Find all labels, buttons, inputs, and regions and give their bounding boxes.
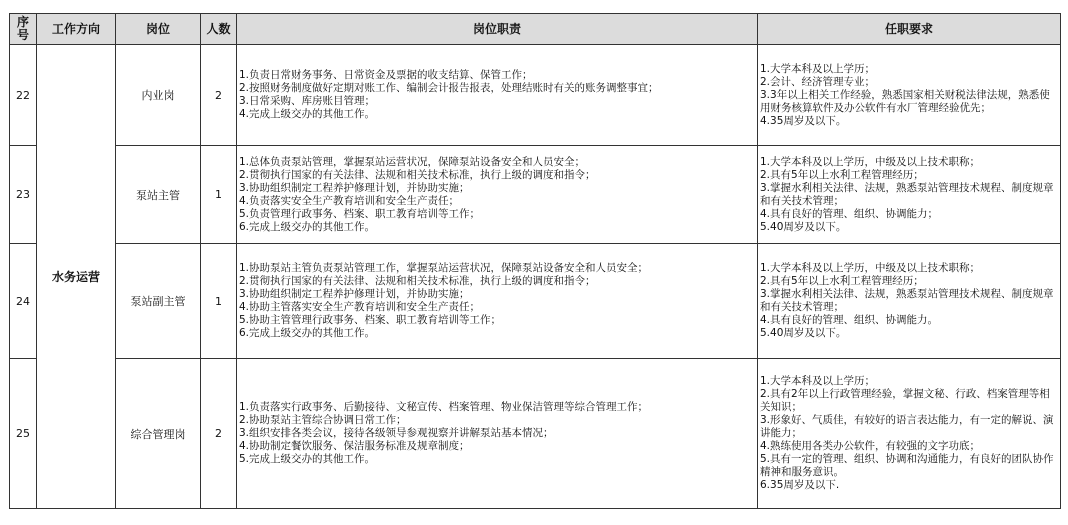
requirement-line: 1.大学本科及以上学历； (760, 375, 876, 387)
duty-line: 4.完成上级交办的其他工作。 (239, 108, 376, 120)
row-seq: 25 (10, 359, 37, 509)
duty-line: 3.协助组织制定工程养护修理计划，并协助实施； (239, 181, 470, 194)
duty-line: 3.组织安排各类会议，接待各级领导参观视察并讲解泵站基本情况； (239, 427, 554, 439)
row-position: 内业岗 (116, 45, 201, 146)
duty-line: 4.负责落实安全生产教育培训和安全生产责任； (239, 194, 460, 207)
row-requirements (758, 359, 1061, 509)
duty-line: 5.负责管理行政事务、档案、职工教育培训等工作； (239, 207, 481, 220)
duty-line: 6.完成上级交办的其他工作。 (239, 220, 376, 233)
row-duties (237, 45, 758, 146)
requirement-line: 2.会计、经济管理专业； (760, 75, 876, 88)
requirement-line: 1.大学本科及以上学历； (760, 62, 876, 75)
duty-line: 1.总体负责泵站管理，掌握泵站运营状况，保障泵站设备安全和人员安全； (239, 155, 586, 168)
requirement-line: 5.40周岁及以下。 (760, 220, 847, 233)
row-requirements (758, 244, 1061, 359)
requirement-line: 4.具有良好的管理、组织、协调能力； (760, 207, 939, 220)
duty-line: 4.协助制定餐饮服务、保洁服务标准及规章制度； (239, 440, 470, 452)
row-seq: 23 (10, 146, 37, 244)
duty-line: 4.协助主管落实安全生产教育培训和安全生产责任； (239, 301, 481, 313)
header-position: 岗位 (116, 14, 201, 45)
duty-line: 1.负责落实行政事务、后勤接待、文秘宣传、档案管理、物业保洁管理等综合管理工作； (239, 401, 649, 413)
header-seq: 序号 (10, 14, 37, 45)
table-row (10, 146, 1061, 244)
requirement-line: 1.大学本科及以上学历，中级及以上技术职称； (760, 262, 981, 274)
requirement-line: 3.3年以上相关工作经验，熟悉国家相关财税法律法规，熟悉使用财务核算软件及办公软件有水厂管理经验优先； (760, 88, 1050, 114)
requirement-line: 2.具有2年以上行政管理经验，掌握文秘、行政、档案管理等相关知识； (760, 388, 1050, 413)
row-count: 2 (201, 45, 237, 146)
requirement-line: 3.掌握水利相关法律、法规，熟悉泵站管理技术规程、制度规章和有关技术管理； (760, 181, 1054, 207)
row-count: 1 (201, 146, 237, 244)
requirement-line: 4.35周岁及以下。 (760, 114, 847, 127)
requirement-line: 4.具有良好的管理、组织、协调能力。 (760, 314, 939, 326)
duty-line: 5.完成上级交办的其他工作。 (239, 453, 376, 465)
header-count: 人数 (201, 14, 237, 45)
table-row (10, 244, 1061, 359)
requirement-line: 6.35周岁及以下. (760, 479, 840, 491)
table-row (10, 359, 1061, 509)
requirement-line: 3.掌握水利相关法律、法规，熟悉泵站管理技术规程、制度规章和有关技术管理； (760, 288, 1054, 313)
requirement-line: 3.形象好、气质佳，有较好的语言表达能力，有一定的解说、演讲能力； (760, 414, 1054, 439)
requirement-line: 2.具有5年以上水利工程管理经历； (760, 275, 924, 287)
duty-line: 2.贯彻执行国家的有关法律、法规和相关技术标准，执行上级的调度和指令； (239, 168, 596, 181)
job-table-container (9, 13, 1061, 509)
row-requirements (758, 146, 1061, 244)
table-row (10, 45, 1061, 146)
requirement-line: 4.熟练使用各类办公软件，有较强的文字功底； (760, 440, 981, 452)
row-count: 2 (201, 359, 237, 509)
row-position: 泵站主管 (116, 146, 201, 244)
duty-line: 2.协助泵站主管综合协调日常工作； (239, 414, 407, 426)
header-requirements: 任职要求 (758, 14, 1061, 45)
duty-line: 3.日常采购、库房账目管理； (239, 95, 376, 107)
row-duties (237, 359, 758, 509)
duty-line: 2.贯彻执行国家的有关法律、法规和相关技术标准，执行上级的调度和指令； (239, 275, 596, 287)
duty-line: 2.按照财务制度做好定期对账工作、编制会计报告报表，处理结账时有关的账务调整事宜； (239, 82, 659, 94)
duty-line: 3.协助组织制定工程养护修理计划，并协助实施； (239, 288, 470, 300)
requirement-line: 5.40周岁及以下。 (760, 327, 847, 339)
header-row (10, 14, 1061, 45)
row-duties (237, 244, 758, 359)
row-duties (237, 146, 758, 244)
duty-line: 5.协助主管管理行政事务、档案、职工教育培训等工作； (239, 314, 502, 326)
requirement-line: 5.具有一定的管理、组织、协调和沟通能力，有良好的团队协作精神和服务意识。 (760, 453, 1054, 478)
work-direction: 水务运营 (37, 45, 116, 509)
row-requirements (758, 45, 1061, 146)
header-direction: 工作方向 (37, 14, 116, 45)
requirement-line: 2.具有5年以上水利工程管理经历； (760, 168, 924, 181)
header-duties: 岗位职责 (237, 14, 758, 45)
row-seq: 24 (10, 244, 37, 359)
requirement-line: 1.大学本科及以上学历，中级及以上技术职称； (760, 155, 981, 168)
row-position: 泵站副主管 (116, 244, 201, 359)
row-count: 1 (201, 244, 237, 359)
job-table (9, 13, 1061, 509)
row-position: 综合管理岗 (116, 359, 201, 509)
duty-line: 6.完成上级交办的其他工作。 (239, 327, 376, 339)
duty-line: 1.负责日常财务事务、日常资金及票据的收支结算、保管工作； (239, 69, 533, 81)
row-seq: 22 (10, 45, 37, 146)
duty-line: 1.协助泵站主管负责泵站管理工作，掌握泵站运营状况，保障泵站设备安全和人员安全； (239, 262, 649, 274)
